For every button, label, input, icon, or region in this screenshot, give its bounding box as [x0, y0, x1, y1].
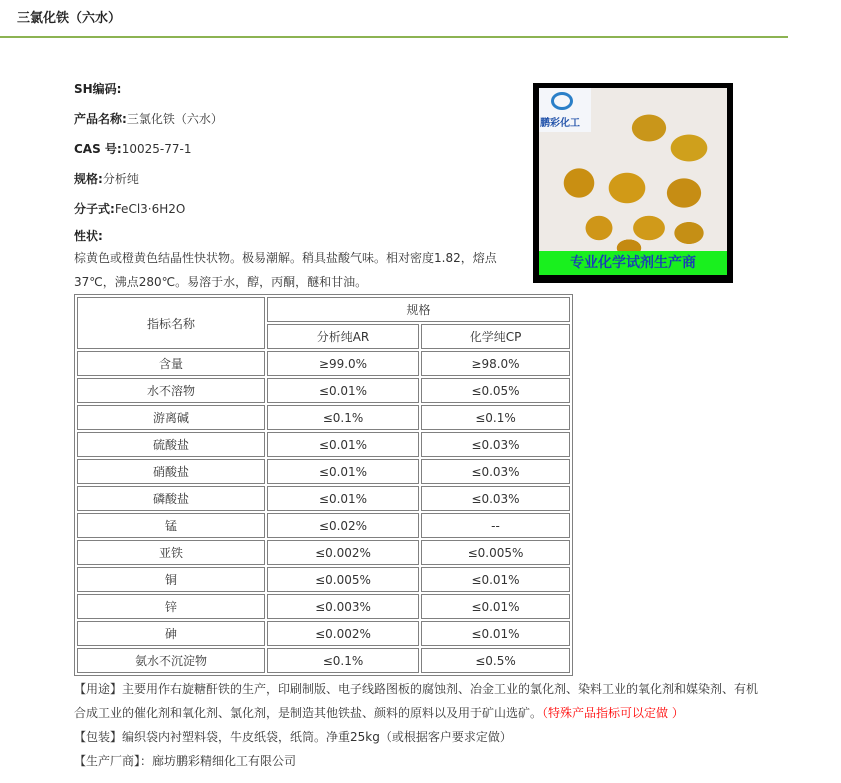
table-row	[77, 648, 570, 673]
row-cp: ≤0.005%	[421, 540, 570, 565]
usage-line-1: 【用途】主要用作右旋糖酐铁的生产，印刷制版、电子线路图板的腐蚀剂、冶金工业的氯化剂、染料工业的氧化剂和媒染剂、有机	[74, 682, 759, 696]
row-ar: ≤0.01%	[267, 432, 419, 457]
description-line-1: 棕黄色或橙黄色结晶性快状物。极易潮解。稍具盐酸气味。相对密度1.82，熔点	[74, 251, 497, 265]
row-name: 硝酸盐	[77, 459, 265, 484]
title-bar	[0, 0, 788, 38]
logo-icon	[551, 92, 573, 110]
table-row	[77, 594, 570, 619]
header-ar: 分析纯AR	[267, 324, 419, 349]
usage-text: 合成工业的催化剂和氧化剂、氯化剂，是制造其他铁盐、颜料的原料以及用于矿山选矿。	[74, 706, 543, 720]
logo-text: 鹏彩化工	[540, 118, 580, 129]
cas-value: 10025-77-1	[121, 142, 192, 156]
row-cp: ≤0.01%	[421, 621, 570, 646]
table-row	[77, 405, 570, 430]
row-name: 水不溶物	[77, 378, 265, 403]
row-ar: ≥99.0%	[267, 351, 419, 376]
row-ar: ≤0.003%	[267, 594, 419, 619]
row-cp: ≤0.01%	[421, 594, 570, 619]
row-name: 氨水不沉淀物	[77, 648, 265, 673]
manufacturer: 【生产厂商】：廊坊鹏彩精细化工有限公司	[74, 754, 297, 768]
formula-field	[74, 200, 185, 217]
cas-field	[74, 140, 191, 157]
properties-field	[74, 227, 103, 244]
packaging: 【包装】编织袋内衬塑料袋，牛皮纸袋，纸筒。净重25kg（或根据客户要求定做）	[74, 730, 512, 744]
row-ar: ≤0.01%	[267, 378, 419, 403]
header-indicator-name: 指标名称	[77, 297, 265, 349]
row-ar: ≤0.002%	[267, 621, 419, 646]
table-row	[77, 378, 570, 403]
spec-table	[74, 294, 573, 676]
row-name: 铜	[77, 567, 265, 592]
product-name-field	[74, 110, 223, 127]
table-row	[77, 459, 570, 484]
row-ar: ≤0.02%	[267, 513, 419, 538]
row-cp: ≤0.1%	[421, 405, 570, 430]
row-ar: ≤0.01%	[267, 486, 419, 511]
row-ar: ≤0.1%	[267, 405, 419, 430]
header-cp: 化学纯CP	[421, 324, 570, 349]
properties-label: 性状:	[74, 229, 103, 243]
page-title: 三氯化铁（六水）	[17, 11, 122, 26]
description-line-2: 37℃，沸点280℃。易溶于水，醇，丙酮，醚和甘油。	[74, 275, 368, 289]
table-row	[77, 486, 570, 511]
row-name: 硫酸盐	[77, 432, 265, 457]
table-row	[77, 351, 570, 376]
product-image	[533, 83, 733, 283]
row-cp: ≤0.03%	[421, 459, 570, 484]
row-cp: ≤0.03%	[421, 486, 570, 511]
row-cp: ≤0.01%	[421, 567, 570, 592]
sh-code-label: SH编码:	[74, 82, 122, 96]
row-ar: ≤0.01%	[267, 459, 419, 484]
row-cp: --	[421, 513, 570, 538]
grade-value: 分析纯	[102, 172, 139, 186]
company-logo	[539, 88, 591, 132]
row-cp: ≤0.05%	[421, 378, 570, 403]
row-name: 锰	[77, 513, 265, 538]
header-spec-group: 规格	[267, 297, 570, 322]
row-name: 亚铁	[77, 540, 265, 565]
row-cp: ≤0.03%	[421, 432, 570, 457]
usage-note: （特殊产品指标可以定做 ）	[542, 706, 684, 720]
formula-label: 分子式:	[74, 202, 115, 216]
row-ar: ≤0.005%	[267, 567, 419, 592]
image-banner: 专业化学试剂生产商	[539, 251, 727, 275]
row-name: 游离碱	[77, 405, 265, 430]
row-name: 磷酸盐	[77, 486, 265, 511]
grade-label: 规格:	[74, 172, 103, 186]
cas-label: CAS 号:	[74, 142, 122, 156]
row-name: 砷	[77, 621, 265, 646]
usage-line-2	[74, 704, 684, 721]
row-ar: ≤0.1%	[267, 648, 419, 673]
sh-code-field	[74, 80, 122, 97]
formula-value: FeCl3·6H2O	[114, 202, 186, 216]
row-cp: ≥98.0%	[421, 351, 570, 376]
row-name: 含量	[77, 351, 265, 376]
row-name: 锌	[77, 594, 265, 619]
properties-description	[74, 246, 514, 294]
table-row	[77, 513, 570, 538]
table-row	[77, 621, 570, 646]
row-cp: ≤0.5%	[421, 648, 570, 673]
table-row	[77, 567, 570, 592]
product-name-label: 产品名称:	[74, 112, 127, 126]
row-ar: ≤0.002%	[267, 540, 419, 565]
grade-field	[74, 170, 139, 187]
table-row	[77, 432, 570, 457]
table-row	[77, 540, 570, 565]
product-photo	[539, 88, 727, 275]
table-header-row	[77, 297, 570, 322]
product-name-value: 三氯化铁（六水）	[126, 112, 223, 126]
